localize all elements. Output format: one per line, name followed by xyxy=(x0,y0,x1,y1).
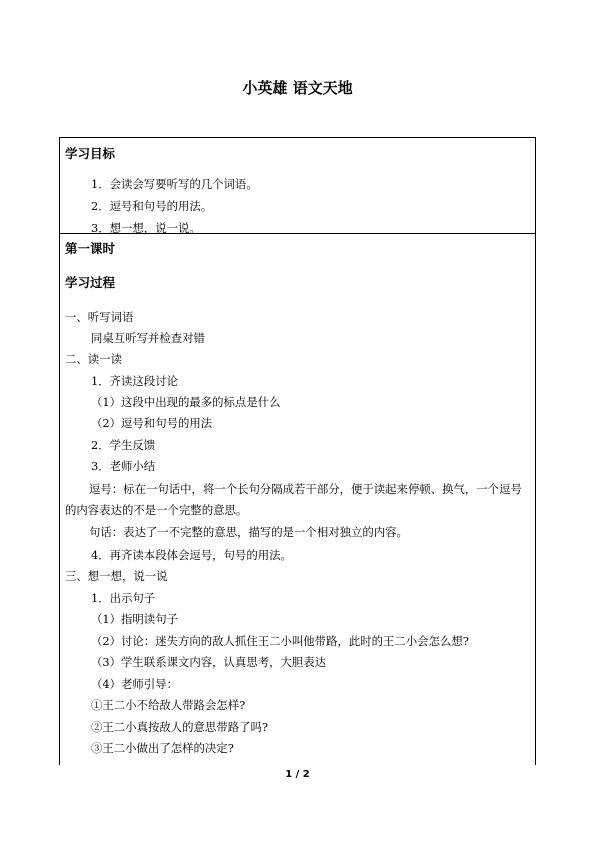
learning-goals-box xyxy=(59,137,536,234)
lesson-line: 3．老师小结 xyxy=(91,459,156,473)
lesson-line: 1．出示句子 xyxy=(91,591,156,605)
lesson-line: 2．学生反馈 xyxy=(91,438,156,452)
lesson-line: （2）讨论：迷失方向的敌人抓住王二小叫他带路，此时的王二小会怎么想? xyxy=(91,634,469,648)
comma-explanation: 逗号：标在一句话中，将一个长句分隔成若干部分，便于读起来停顿、换气，一个逗号的内容表达的不是一个完整的意思。 xyxy=(65,482,522,517)
goal-item: 1．会读会写要听写的几个词语。 xyxy=(91,177,258,191)
lesson-line: ③王二小做出了怎样的决定? xyxy=(91,741,234,755)
lesson-line: （2）逗号和句号的用法 xyxy=(91,416,213,430)
lesson-line: 4．再齐读本段体会逗号，句号的用法。 xyxy=(91,548,292,562)
page-number: 1 / 2 xyxy=(285,769,310,780)
goal-item: 2．逗号和句号的用法。 xyxy=(91,199,213,213)
lesson-line: ②王二小真按敌人的意思带路了吗? xyxy=(91,720,268,734)
lesson-box xyxy=(59,233,536,765)
process-heading: 学习过程 xyxy=(65,275,116,290)
section-heading: 三、想一想，说一说 xyxy=(65,569,168,583)
lesson-line: 1．齐读这段讨论 xyxy=(91,374,178,388)
lesson-line: （1）这段中出现的最多的标点是什么 xyxy=(91,395,281,409)
period-explanation: 句话：表达了一不完整的意思，描写的是一个相对独立的内容。 xyxy=(89,525,408,539)
page-title: 小英雄 语文天地 xyxy=(242,79,353,97)
lesson-line: 同桌互听写并检查对错 xyxy=(91,331,205,345)
lesson-line: （3）学生联系课文内容，认真思考，大胆表达 xyxy=(91,655,327,669)
lesson-line: （1）指明读句子 xyxy=(91,612,178,626)
lesson-line: ①王二小不给敌人带路会怎样? xyxy=(91,698,246,712)
goals-heading: 学习目标 xyxy=(65,146,116,161)
goal-item: 3．想一想，说一说。 xyxy=(91,221,201,235)
lesson-line: （4）老师引导： xyxy=(91,677,178,691)
section-heading: 一、听写词语 xyxy=(65,310,134,324)
lesson-heading: 第一课时 xyxy=(65,241,116,256)
section-heading: 二、读一读 xyxy=(65,352,122,366)
